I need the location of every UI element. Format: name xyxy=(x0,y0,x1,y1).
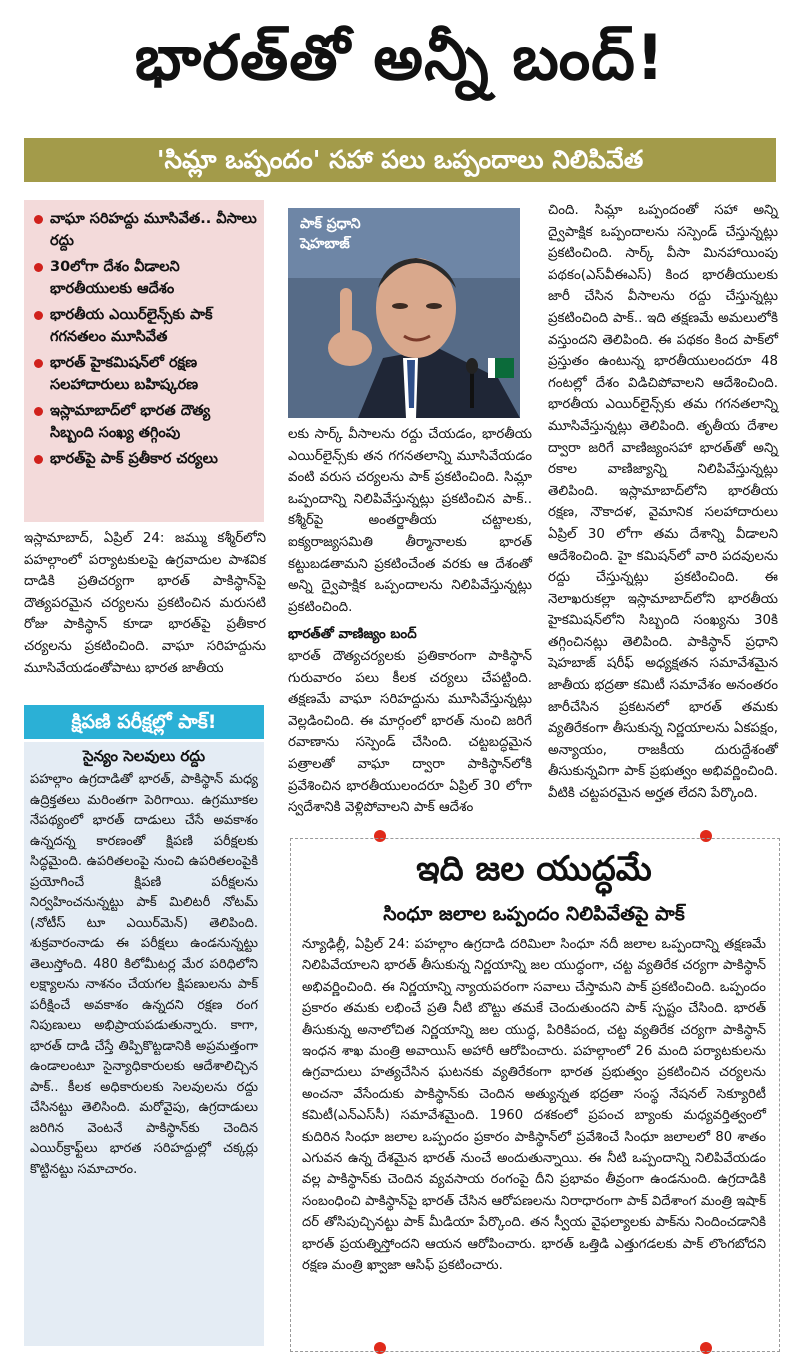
water-war-text: న్యూఢిల్లీ, ఏప్రిల్ 24: పహల్గాం ఉగ్రదాడి దరిమిలా సింధూ నదీ జలాల ఒప్పందాన్ని తక్షణమే నిలిపివేయాలని భారత్ తీసుకున్న నిర్ణయాన్ని జల యుద్ధంగా, చట్ట వ్యతిరేక చర్యగా పాకిస్థాన్ అభివర్ణించింది. ఈ నిర్ణయాన్ని న్యాయపరంగా సవాలు చేస్తామని పాక్ ప్రకటించింది. ఒప్పందం ప్రకారం తమకు లభించే ప్రతి నీటి బొట్టు తమకే చెందుతుందని పాక్ స్పష్టం చేసింది. భారత్ తీసుకున్న అనాలోచిత నిర్ణయాన్ని జల యుద్ధ, పిరికిపంద, చట్ట వ్యతిరేక చర్యగా పాకిస్థాన్ ఇంధన శాఖ మంత్రి అవాయిస్ అహారీ ఆరోపించారు. పహల్గాంలో 26 మంది పర్యాటకులను ఉగ్రవాదులు హత్యచేసిన ఘటనకు వ్యతిరేకంగా భారత ప్రభుత్వం ప్రకటించిన చర్యలను అంచనా వేసేందుకు పాకిస్థాన్‌కు చెందిన అత్యున్నత భద్రతా సంస్థ నేషనల్ సెక్యూరిటీ కమిటీ(ఎన్‌ఎస్‌సీ) సమావేశమైంది. 1960 దశకంలో ప్రపంచ బ్యాంకు మధ్యవర్తిత్వంలో కుదిరిన సింధూ జలాల ఒప్పందం ప్రకారం పాకిస్థాన్‌లో ప్రవేశించే సింధూ జలాలలో 80 శాతం ఎగువన ఉన్న దేశమైన భారత్ నుంచే అందుతున్నాయి. ఈ నీటి ఒప్పందాన్ని నిలిపివేయడం వల్ల పాకిస్థాన్‌కు చెందిన వ్యవసాయ రంగంపై దీని ప్రభావం తీవ్రంగా ఉండనుంది. ఉగ్రదాడికి సంబంధించి పాకిస్థాన్‌పై భారత్ చేసిన ఆరోపణలను నిరాధారంగా పాక్ విదేశాంగ మంత్రి ఇషాక్ దర్ తోసిపుచ్చినట్టు పాక్ మీడియా పేర్కొంది. తన స్వీయ వైఫల్యాలకు పాక్‌ను నిందించడానికి భారత్ ప్రయత్నిస్తోందని ఆయన ఆరోపించారు. భారత్ ఒత్తిడి ఎత్తుగడలకు పాక్ లొంగబోదని రక్షణ మంత్రి ఖ్వాజా ఆసిఫ్ ప్రకటించారు. xyxy=(302,937,766,1274)
subheadline-bar: 'సిమ్లా ఒప్పందం' సహా పలు ఒప్పందాలు నిలిపివేత xyxy=(24,138,776,182)
highlight-item: భారత్‌పై పాక్ ప్రతీకార చర్యలు xyxy=(32,448,258,470)
highlights-box xyxy=(24,200,264,522)
side-box-text: పహల్గాం ఉగ్రదాడితో భారత్, పాకిస్థాన్ మధ్య ఉద్రిక్తతలు మరింతగా పెరిగాయి. ఉగ్రమూకల నేపథ్యంలో భారత్ దాడులు చేసే అవకాశం ఉన్నదన్న కారణంతో క్షిపణి పరీక్షలకు సిద్ధమైంది. ఉపరితలంపై నుంచి ఉపరితలంపైకి ప్రయోగించే క్షిపణి పరీక్షలను నిర్వహించనున్నట్టు పాక్ మిలిటరీ నోటమ్ (నోటీస్ టూ ఎయిర్‌మెన్) తెలిపింది. శుక్రవారంనాడు ఈ పరీక్షలు ఉండనున్నట్టు తెలుస్తోంది. 480 కిలోమీటర్ల మేర పరిధిలోని లక్ష్యాలను నాశనం చేయగల క్షిపణులను పాక్ పరీక్షించే అవకాశం ఉన్నదని రక్షణ రంగ నిపుణులు అభిప్రాయపడుతున్నారు. కాగా, భారత్ దాడి చేస్తే తిప్పికొట్టడానికి అప్రమత్తంగా ఉండాలంటూ సైన్యాధికారులకు ఆదేశాలిచ్చిన పాక్.. కీలక అధికారులకు సెలవులను రద్దు చేసినట్టు తెలిసింది. మరోవైపు, ఉగ్రదాడులు జరిగిన వెంటనే పాకిస్థాన్‌కు చెందిన ఎయిర్‌క్రాఫ్ట్‌లు భారత సరిహద్దుల్లో చక్కర్లు కొట్టినట్టు సమాచారం. xyxy=(30,772,258,1177)
middle-paragraph-2: భారత్ దౌత్యచర్యలకు ప్రతికారంగా పాకిస్థాన్ గురువారం పలు కీలక చర్యలు చేపట్టింది. తక్షణమే వాఘా సరిహద్దును మూసివేస్తున్నట్లు వెల్లడించింది. ఈ మార్గంలో భారత్ నుంచి జరిగే రవాణాను సస్పెండ్ చేసింది. చట్టబద్ధమైన పత్రాలతో వాఘా ద్వారా పాకిస్థాన్‌లోకి ప్రవేశించిన భారతీయులందరూ ఏప్రిల్ 30 లోగా స్వదేశానికి వెళ్లిపోవాలని పాక్ ఆదేశం xyxy=(288,649,532,816)
water-war-subtitle: సింధూ జలాల ఒప్పందం నిలిపివేతపై పాక్ xyxy=(383,903,685,925)
side-box-title: క్షిపణి పరీక్షల్లో పాక్! xyxy=(24,705,264,739)
water-war-title: ఇది జల యుద్ధమే xyxy=(416,849,652,889)
bullet-dot-icon xyxy=(34,407,43,416)
lead-paragraph: ఇస్లామాబాద్, ఏప్రిల్ 24: జమ్ము కశ్మీర్‌లోని పహల్గాంలో పర్యాటకులపై ఉగ్రవాదుల పాశవిక దాడికి ప్రతిచర్యగా భారత్ పాకిస్థాన్‌పై దౌత్యపరమైన చర్యలను ప్రకటించిన మరుసటి రోజు పాకిస్థాన్ కూడా భారత్‌పై ప్రతీకార చర్యలను ప్రకటించింది. వాఘా సరిహద్దును మూసివేయడంతోపాటు భారత జాతీయ xyxy=(24,531,266,676)
highlight-item: భారతీయ ఎయిర్‌లైన్స్‌కు పాక్ గగనతలం మూసివేత xyxy=(32,304,258,348)
highlight-item: భారత్ హైకమిషన్‌లో రక్షణ సలహాదారులు బహిష్కరణ xyxy=(32,352,258,396)
bullet-dot-icon xyxy=(34,359,43,368)
right-paragraph: చింది. సిమ్లా ఒప్పందంతో సహా అన్ని ద్వైపాక్షిక ఒప్పందాలను సస్పెండ్ చేస్తున్నట్లు ప్రకటించింది. సార్క్ వీసా మినహాయింపు పథకం(ఎస్‌వీఈఎస్) కింద భారతీయులకు జారీ చేసిన వీసాలను రద్దు చేస్తున్నట్లు ప్రకటించింది పాక్.. ఇది తక్షణమే అమలులోకి వస్తుందని తెలిపింది. ఈ పథకం కింద పాక్‌లో ప్రస్తుతం ఉంటున్న భారతీయులందరూ 48 గంటల్లో దేశం విడిచిపోవాలని ఆదేశించింది. భారతీయ ఎయిర్‌లైన్స్‌కు తమ గగనతలాన్ని మూసివేస్తున్నట్లు తెలిపింది. తృతీయ దేశాల ద్వారా జరిగే వాణిజ్యంసహా భారత్‌తో అన్ని రకాల వాణిజ్యాన్ని నిలిపివేస్తున్నట్లు తెలిపింది. ఇస్లామాబాద్‌లోని భారతీయ రక్షణ, నౌకాదళ, వైమానిక సలహాదారులు ఏప్రిల్ 30 లోగా తమ దేశాన్ని వీడాలని ఆదేశించింది. హై కమిషన్‌లో వారి పదవులను రద్దు చేస్తున్నట్లు ప్రకటించింది. ఈ నెలాఖరుకల్లా ఇస్లామాబాద్‌లోని భారతీయ హైకమిషన్‌లోని సిబ్బంది సంఖ్యను 30కి తగ్గించినట్లు తెలిపింది. పాకిస్థాన్ ప్రధాని షెహబాజ్ షరీఫ్ అధ్యక్షతన సమావేశమైన జాతీయ భద్రతా కమిటీ సమావేశం అనంతరం జారీచేసిన ప్రకటనలో భారత్ తమకు వ్యతిరేకంగా తీసుకున్న నిర్ణయాలను ఏకపక్షం, అన్యాయం, రాజకీయ దురుద్దేశంతో తీసుకున్నవిగా పాక్ ప్రభుత్వం అభివర్ణించింది. వీటికి చట్టపరమైన అర్హత లేదని పేర్కొంది. xyxy=(548,203,778,802)
bullet-dot-icon xyxy=(34,455,43,464)
middle-paragraph-1: లకు సార్క్ వీసాలను రద్దు చేయడం, భారతీయ ఎయిర్‌లైన్స్‌కు తన గగనతలాన్ని మూసివేయడం వంటి వరుస చర్యలను పాక్ ప్రకటించింది. సిమ్లా ఒప్పందాన్ని నిలిపివేస్తున్నట్లు ప్రకటించిన పాక్.. కశ్మీర్‌పై అంతర్జాతీయ చట్టాలకు, ఐక్యరాజ్యసమితి తీర్మానాలకు భారత్ కట్టుబడతామని ప్రకటించేంత వరకు ఆ దేశంతో అన్ని ద్వైపాక్షిక ఒప్పందాలను నిలిపివేస్తున్నట్లు ప్రకటించింది. xyxy=(288,427,532,615)
side-box-subtitle: సైన్యం సెలవులు రద్దు xyxy=(82,747,206,765)
bullet-dot-icon xyxy=(34,215,43,224)
headline: భారత్‌తో అన్నీ బంద్! xyxy=(134,21,666,94)
highlight-item: ఇస్లామాబాద్‌లో భారత దౌత్య సిబ్బంది సంఖ్య తగ్గింపు xyxy=(32,400,258,444)
bullet-dot-icon xyxy=(34,263,43,272)
bullet-dot-icon xyxy=(34,311,43,320)
highlight-item: వాఘా సరిహద్దు మూసివేత.. వీసాలు రద్దు xyxy=(32,208,258,252)
section-subheading: భారత్‌తో వాణిజ్యం బంద్ xyxy=(288,627,417,642)
highlight-item: 30లోగా దేశం వీడాలని భారతీయులకు ఆదేశం xyxy=(32,256,258,300)
photo-caption: పాక్ ప్రధాని షెహబాజ్ xyxy=(300,216,361,252)
